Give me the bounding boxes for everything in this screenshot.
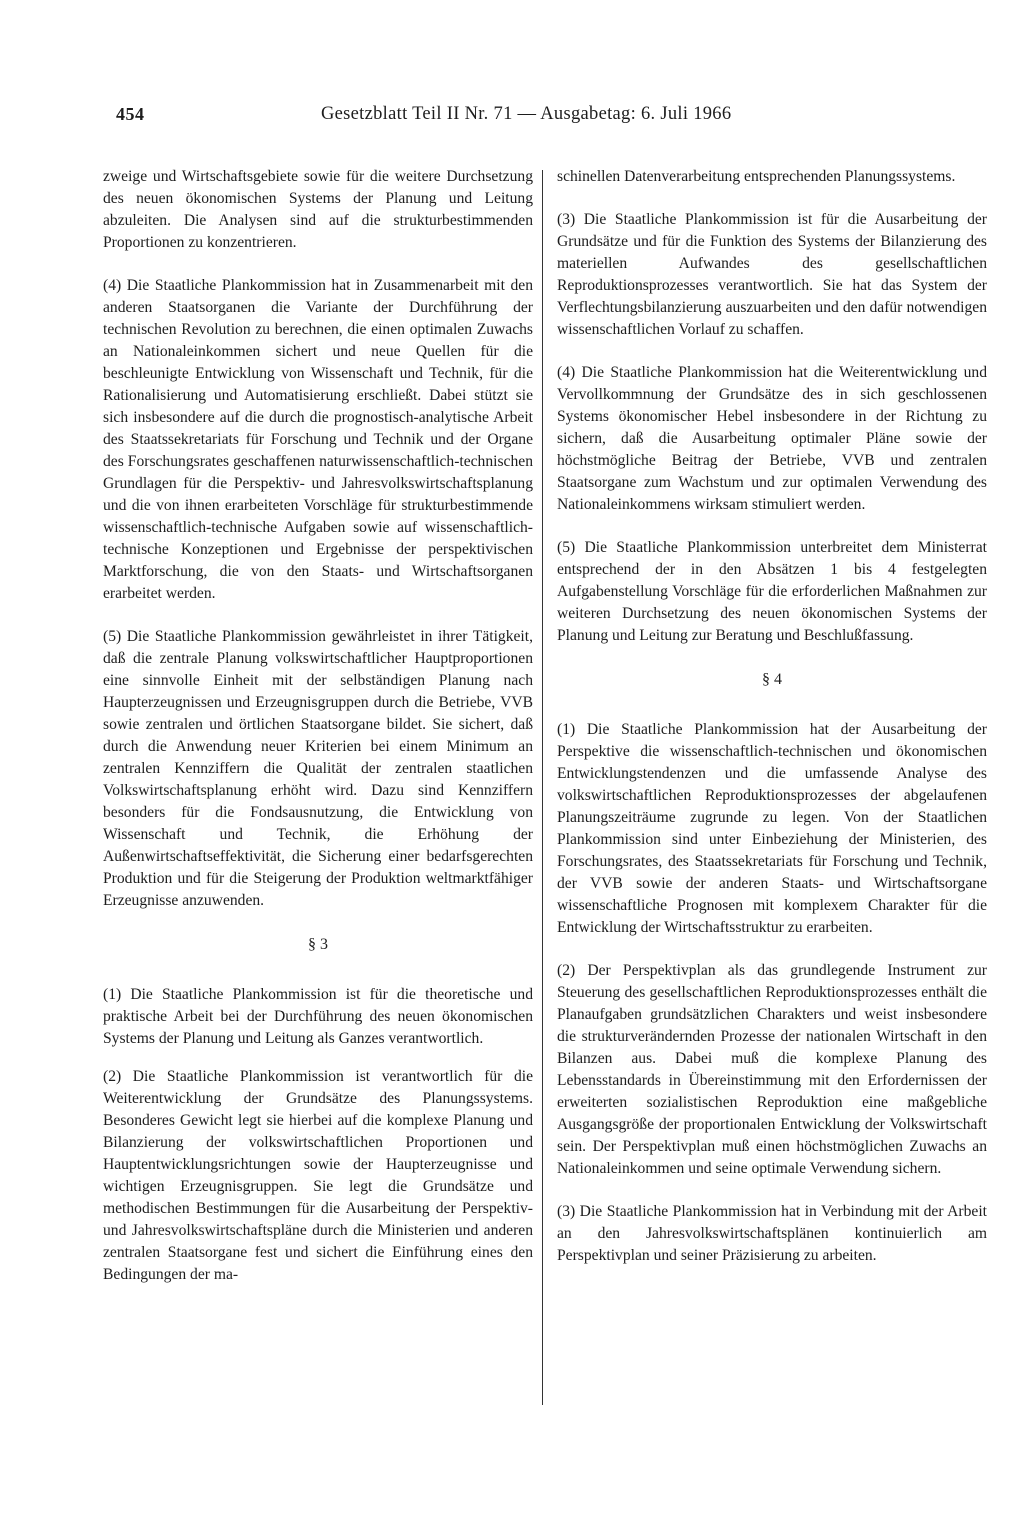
section-heading-3: § 3 (308, 936, 328, 953)
page-header (116, 104, 906, 132)
paragraph-continuation: zweige und Wirtschaftsgebiete sowie für die weitere Durchsetzung des neuen ökonomischen Systems der Planung und Leitung abzuleiten. Die Analysen sind auf die strukturbestimmenden Proportionen zu konzentrieren. (103, 168, 533, 251)
section-4-paragraph-2: (2) Der Perspektivplan als das grundlegende Instrument zur Steuerung des gesellschaftlichen Reproduktionsprozesses enthält die Planaufgaben grundsätzlichen Charakters und weist insbesondere die strukturverändernden Prozesse der nationalen Wirtschaft in den Bilanzen aus. Dabei muß die komplexe Planung des Lebensstandards in Übereinstimmung mit den Erfordernissen der erweiterten sozialistischen Reproduktion eine maßgebliche Ausgangsgröße der proportionalen Entwicklung der Volkswirtschaft sein. Der Perspektivplan muß einen höchstmöglichen Zuwachs an Nationaleinkommen und seine optimale Verwendung sichern. (557, 962, 987, 1177)
section-3-paragraph-3: (3) Die Staatliche Plankommission ist für die Ausarbeitung der Grundsätze und für die Funktion des Systems der Bilanzierung des materiellen Aufwandes des gesellschaftlichen Reproduktionsprozesses verantwortlich. Sie hat das System der Verflechtungsbilanzierung auszuarbeiten und den dafür notwendigen wissenschaftlichen Vorlauf zu schaffen. (557, 211, 987, 338)
section-3-paragraph-1: (1) Die Staatliche Plankommission ist für die theoretische und praktische Arbeit bei der Durchführung des neuen ökonomischen Systems der Planung und Leitung als Ganzes verantwortlich. (103, 986, 533, 1047)
section-3-paragraph-2: (2) Die Staatliche Plankommission ist verantwortlich für die Weiterentwicklung der Grundsätze des Planungssystems. Besonderes Gewicht legt sie hierbei auf die komplexe Planung und Bilanzierung der volkswirtschaftlichen Proportionen und Hauptentwicklungsrichtungen sowie der Haupterzeugnisse und wichtigen Erzeugnisgruppen. Sie legt die Grundsätze und methodischen Bestimmungen für die Ausarbeitung der Perspektiv- und Jahresvolkswirtschaftspläne durch die Ministerien und anderen zentralen Staatsorgane fest und sichert die Einführung eines den Bedingungen der ma- (103, 1068, 533, 1283)
section-3-paragraph-5: (5) Die Staatliche Plankommission unterbreitet dem Ministerrat entsprechend der in den Absätzen 1 bis 4 festgelegten Aufgabenstellung Vorschläge für die erforderlichen Maßnahmen zur weiteren Durchsetzung des neuen ökonomischen Systems der Planung und Leitung zur Beratung und Beschlußfassung. (557, 539, 987, 644)
section-4-paragraph-1: (1) Die Staatliche Plankommission hat der Ausarbeitung der Perspektive die wissenschaftlich-technischen und ökonomischen Entwicklungstendenzen und die umfassende Analyse des volkswirtschaftlichen Reproduktionsprozesses der abgelaufenen Planungszeiträume zugrunde zu legen. Von der Staatlichen Plankommission sind unter Einbeziehung der Ministerien, des Forschungsrates, des Staatssekretariats für Forschung und Technik, der VVB sowie der anderen Staats- und Wirtschaftsorgane wissenschaftliche Prognosen mit komplexem Charakter für die Entwicklung der Wirtschaftsstruktur zu erarbeiten. (557, 721, 987, 936)
section-3-paragraph-4: (4) Die Staatliche Plankommission hat die Weiterentwicklung und Vervollkommnung der Grundsätze des in sich geschlossenen Systems ökonomischer Hebel insbesondere in der Richtung zu sichern, daß die Ausarbeitung optimaler Pläne sowie der höchstmögliche Beitrag der Betriebe, VVB und zentralen Staatsorgane zum Wachstum und zur optimalen Verwendung des Nationaleinkommens wirksam stimuliert werden. (557, 364, 987, 513)
right-column (557, 166, 987, 1288)
running-title: Gesetzblatt Teil II Nr. 71 — Ausgabetag: 6. Juli 1966 (321, 104, 732, 124)
section-4-paragraph-3: (3) Die Staatliche Plankommission hat in Verbindung mit der Arbeit an den Jahresvolkswirtschaftsplänen kontinuierlich am Perspektivplan und seiner Präzisierung zu arbeiten. (557, 1203, 987, 1264)
paragraph-continuation-right: schinellen Datenverarbeitung entsprechenden Planungssystems. (557, 168, 956, 185)
column-divider (542, 170, 543, 1405)
page-number: 454 (116, 104, 145, 124)
left-column (103, 166, 533, 1307)
section-heading-4: § 4 (762, 671, 782, 688)
paragraph-4: (4) Die Staatliche Plankommission hat in Zusammenarbeit mit den anderen Staatsorganen die Variante der Durchführung der technischen Revolution zu berechnen, die einen optimalen Zuwachs an Nationaleinkommen sichert und neue Quellen für die beschleunigte Entwicklung von Wissenschaft und Technik, für die Rationalisierung und Automatisierung erschließt. Dabei stützt sie sich insbesondere auf die durch die prognostisch-analytische Arbeit des Staatssekretariats für Forschung und Technik und der Organe des Forschungsrates geschaffenen naturwissenschaftlich-technischen Grundlagen für die Perspektiv- und Jahresvolkswirtschaftsplanung und die von ihnen erarbeiteten Vorschläge für strukturbestimmende wissenschaftlich-technische Aufgaben sowie auf wissenschaftlich-technische Konzeptionen und Ergebnisse der perspektivischen Marktforschung, die von den Staats- und Wirtschaftsorganen erarbeitet werden. (103, 277, 533, 602)
paragraph-5: (5) Die Staatliche Plankommission gewährleistet in ihrer Tätigkeit, daß die zentrale Planung volkswirtschaftlicher Hauptproportionen eine sinnvolle Einheit mit der selbständigen Planung nach Haupterzeugnissen und Erzeugnisgruppen durch die Betriebe, VVB sowie zentralen und örtlichen Staatsorgane bildet. Sie sichert, daß durch die Anwendung neuer Kriterien bei einem Minimum an zentralen Kennziffern die Qualität der zentralen staatlichen Volkswirtschaftsplanung erhöht wird. Dazu sind Kennziffern besonders für die Fondsausnutzung, die Entwicklung von Wissenschaft und Technik, die Erhöhung der Außenwirtschaftseffektivität, die Sicherung einer bedarfsgerechten Produktion und für die Steigerung der Produktion weltmarktfähiger Erzeugnisse anzuwenden. (103, 628, 533, 909)
